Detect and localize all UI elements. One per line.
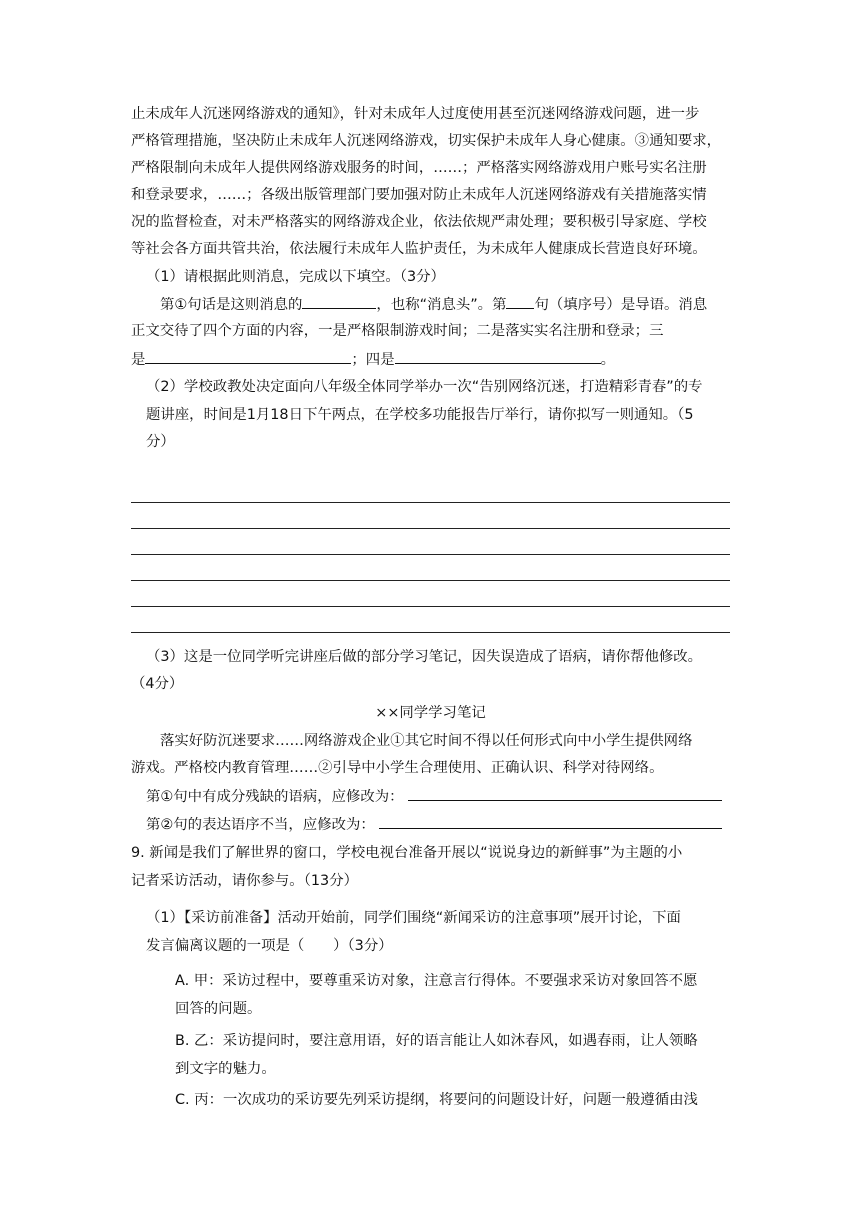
q1-line-3	[131, 349, 615, 370]
option-b-line-2: 到文字的魅力。	[175, 1061, 276, 1077]
q9-line-1: 9. 新闻是我们了解世界的窗口，学校电视台准备开展以“说说身边的新鲜事”为主题的小	[131, 845, 683, 861]
passage-line: 严格管理措施，坚决防止未成年人沉迷网络游戏，切实保护未成年人身心健康。③通知要求，	[131, 133, 722, 149]
q3-fix-2-label: 第②句的表达语序不当，应修改为：	[146, 817, 375, 833]
q9-sub1-line-2: 发言偏离议题的一项是（ ）（3分）	[146, 938, 393, 954]
q2-line-3: 分）	[146, 434, 175, 450]
q1-blank-2[interactable]	[506, 294, 534, 309]
q2-line-2: 题讲座，时间是1月18日下午两点，在学校多功能报告厅举行，请你拟写一则通知。（5	[146, 407, 694, 423]
q3-line-2: （4分）	[131, 676, 184, 692]
q1-line-2: 正文交待了四个方面的内容，一是严格限制游戏时间；二是落实实名注册和登录；三	[131, 323, 664, 339]
q1-blank-1[interactable]	[302, 294, 376, 309]
q3-fix-1-label: 第①句中有成分残缺的语病，应修改为：	[146, 789, 404, 805]
note-line: 游戏。严格校内教育管理……②引导中小学生合理使用、正确认识、科学对待网络。	[131, 760, 664, 776]
q9-line-2: 记者采访活动，请你参与。（13分）	[131, 873, 358, 889]
q1-stem: （1）请根据此则消息，完成以下填空。（3分）	[146, 269, 445, 285]
q3-fix-1-blank[interactable]	[408, 786, 722, 801]
note-title: ××同学学习笔记	[375, 705, 486, 721]
answer-line[interactable]	[131, 528, 730, 529]
option-b-line-1: B. 乙：采访提问时，要注意用语，好的语言能让人如沐春风，如遇春雨，让人领略	[175, 1033, 698, 1049]
option-a-line-2: 回答的问题。	[175, 1001, 262, 1017]
q1-blank-4[interactable]	[395, 349, 601, 364]
option-a-line-1: A. 甲：采访过程中，要尊重采访对象，注意言行得体。不要强求采访对象回答不愿	[175, 973, 698, 989]
q1-text-a: 第①句话是这则消息的	[160, 297, 303, 313]
option-c-line-1: C. 丙：一次成功的采访要先列采访提纲，将要问的问题设计好，问题一般遵循由浅	[175, 1092, 698, 1108]
passage-line: 止未成年人沉迷网络游戏的通知》，针对未成年人过度使用甚至沉迷网络游戏问题，进一步	[131, 106, 700, 122]
q1-text-d: 是	[131, 352, 146, 368]
answer-line[interactable]	[131, 502, 730, 503]
q1-text-c: 句（填序号）是导语。消息	[534, 297, 708, 313]
passage-line: 等社会各方面共管共治，依法履行未成年人监护责任，为未成年人健康成长营造良好环境。	[131, 241, 707, 257]
q1-line-1	[160, 294, 707, 315]
q3-line-1: （3）这是一位同学听完讲座后做的部分学习笔记，因失误造成了语病，请你帮他修改。	[146, 649, 703, 665]
passage-line: 和登录要求，……；各级出版管理部门要加强对防止未成年人沉迷网络游戏有关措施落实情	[131, 187, 707, 203]
q1-text-b: ，也称“消息头”。第	[376, 297, 507, 313]
q3-fix-2	[146, 814, 722, 835]
passage-line: 严格限制向未成年人提供网络游戏服务的时间，……；严格落实网络游戏用户账号实名注册	[131, 160, 707, 176]
note-line: 落实好防沉迷要求……网络游戏企业①其它时间不得以任何形式向中小学生提供网络	[160, 733, 693, 749]
q3-fix-2-blank[interactable]	[379, 814, 722, 829]
q1-text-f: 。	[600, 352, 615, 368]
answer-line[interactable]	[131, 554, 730, 555]
q1-text-e: ；四是	[351, 352, 395, 368]
answer-line[interactable]	[131, 632, 730, 633]
answer-line[interactable]	[131, 606, 730, 607]
passage-line: 况的监督检查，对未严格落实的网络游戏企业，依法依规严肃处理；要积极引导家庭、学校	[131, 214, 707, 230]
q9-sub1-line-1: （1）【采访前准备】活动开始前，同学们围绕“新闻采访的注意事项”展开讨论，下面	[146, 910, 681, 926]
q2-line-1: （2）学校政教处决定面向八年级全体同学举办一次“告别网络沉迷，打造精彩青春”的专	[146, 379, 703, 395]
answer-line[interactable]	[131, 580, 730, 581]
q1-blank-3[interactable]	[145, 349, 351, 364]
q3-fix-1	[146, 786, 722, 807]
